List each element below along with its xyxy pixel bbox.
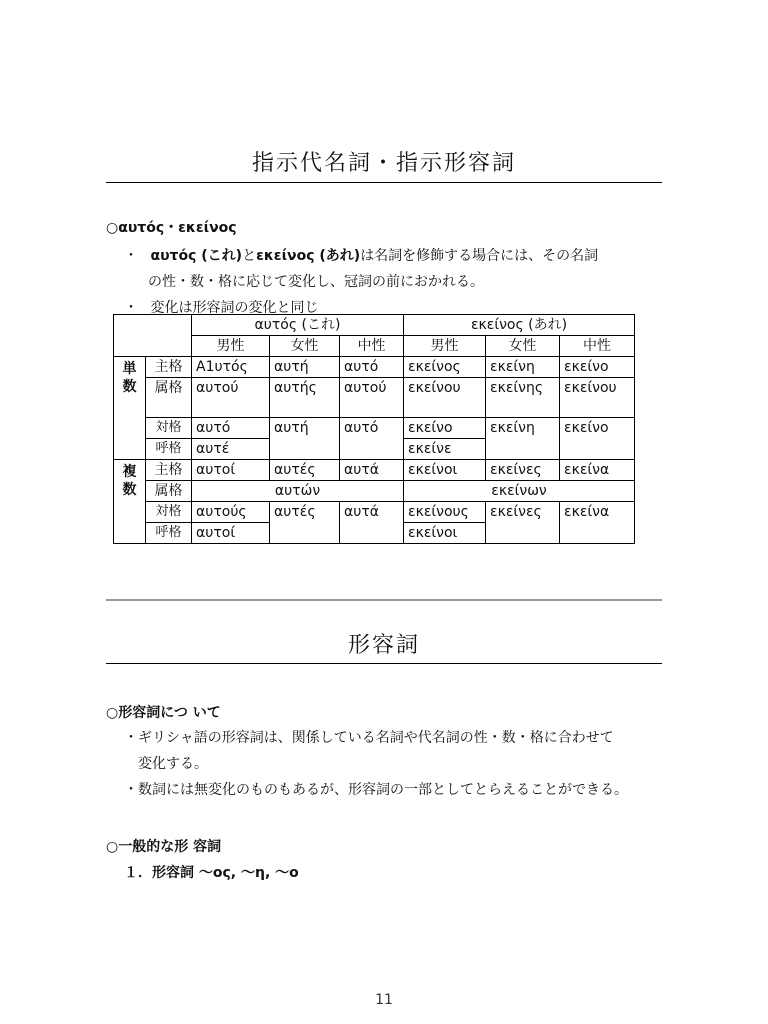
table-cell: εκείνης bbox=[486, 378, 560, 418]
table-cell: εκείνο bbox=[404, 418, 486, 439]
table-cell: αυτοί bbox=[192, 523, 270, 544]
case-label: 属格 bbox=[146, 481, 192, 502]
bullet-text: は名詞を修飾する場合には、その名詞 bbox=[360, 248, 599, 264]
bullet-2 bbox=[124, 295, 318, 313]
table-cell: αυτή bbox=[270, 418, 340, 460]
table-row bbox=[114, 378, 635, 418]
bullet-1: ・ギリシャ語の形容詞は、関係している名詞や代名詞の性・数・格に合わせて bbox=[124, 730, 614, 746]
table-row bbox=[114, 481, 635, 502]
bullet-mark: ・ bbox=[124, 248, 138, 264]
col-header-ekeinos: εκείνος (あれ) bbox=[404, 315, 635, 336]
case-label: 呼格 bbox=[146, 523, 192, 544]
gender-header: 中性 bbox=[340, 336, 404, 357]
table-cell: εκείνα bbox=[560, 460, 635, 481]
table-cell: Α1υτός bbox=[192, 357, 270, 378]
table-gender-row bbox=[114, 336, 635, 357]
table-cell: εκείνα bbox=[560, 502, 635, 544]
table-cell: εκείνη bbox=[486, 418, 560, 460]
page-number: 11 bbox=[375, 992, 393, 1008]
table-cell: εκείνων bbox=[404, 481, 635, 502]
section-subheading: ○形容詞につ いて bbox=[106, 705, 221, 721]
table-row bbox=[114, 502, 635, 523]
table-cell: αυτές bbox=[270, 460, 340, 481]
case-label: 対格 bbox=[146, 418, 192, 439]
table-cell: εκείνου bbox=[560, 378, 635, 418]
bullet-1 bbox=[124, 243, 598, 269]
bullet-text: と bbox=[242, 248, 257, 264]
table-cell: αυτό bbox=[340, 418, 404, 460]
case-label: 属格 bbox=[146, 378, 192, 418]
bold-autos: αυτός (これ) bbox=[150, 248, 243, 264]
section-subheading: ○αυτός・εκείνος bbox=[106, 220, 237, 236]
table-cell: αυτών bbox=[192, 481, 404, 502]
page-title: 指示代名詞・指示形容詞 bbox=[251, 151, 516, 176]
table-cell: εκείνη bbox=[486, 357, 560, 378]
table-row bbox=[114, 460, 635, 481]
bullet-2: ・数詞には無変化のものもあるが、形容詞の一部としてとらえることができる。 bbox=[124, 782, 628, 798]
table-cell: εκείνε bbox=[404, 439, 486, 460]
table-cell: εκείνοι bbox=[404, 460, 486, 481]
table-cell: αυτές bbox=[270, 502, 340, 544]
table-cell: αυτού bbox=[192, 378, 270, 418]
table-header-row bbox=[114, 315, 635, 336]
case-label: 主格 bbox=[146, 357, 192, 378]
table-cell: αυτέ bbox=[192, 439, 270, 460]
case-label: 呼格 bbox=[146, 439, 192, 460]
table-cell: αυτά bbox=[340, 502, 404, 544]
case-label: 主格 bbox=[146, 460, 192, 481]
table-row bbox=[114, 418, 635, 439]
gender-header: 中性 bbox=[560, 336, 635, 357]
table-cell: εκείνος bbox=[404, 357, 486, 378]
gender-header: 男性 bbox=[404, 336, 486, 357]
col-header-autos: αυτός (これ) bbox=[192, 315, 404, 336]
table-cell: αυτά bbox=[340, 460, 404, 481]
table-cell: αυτούς bbox=[192, 502, 270, 523]
section-title: 形容詞 bbox=[347, 633, 420, 658]
title-underline bbox=[106, 182, 662, 183]
declension-table bbox=[113, 314, 635, 544]
case-label: 対格 bbox=[146, 502, 192, 523]
numbered-item: １．形容詞 ～ος, ～η, ～ο bbox=[124, 865, 299, 881]
gender-header: 男性 bbox=[192, 336, 270, 357]
table-cell: εκείνες bbox=[486, 502, 560, 544]
table-cell: εκείνες bbox=[486, 460, 560, 481]
table-cell: εκείνο bbox=[560, 418, 635, 460]
number-label-singular: 単数 bbox=[114, 357, 146, 460]
bold-ekeinos: εκείνος (あれ) bbox=[256, 248, 361, 264]
gender-header: 女性 bbox=[486, 336, 560, 357]
table-row bbox=[114, 357, 635, 378]
bullet-mark: ・ bbox=[124, 300, 138, 313]
table-cell: αυτό bbox=[340, 357, 404, 378]
title-underline bbox=[106, 663, 662, 664]
table-cell: αυτή bbox=[270, 357, 340, 378]
section-subheading: ○一般的な形 容詞 bbox=[106, 839, 222, 855]
table-cell: αυτής bbox=[270, 378, 340, 418]
section-divider bbox=[106, 599, 662, 601]
bullet-1-line2: 変化する。 bbox=[138, 756, 208, 772]
table-cell: αυτό bbox=[192, 418, 270, 439]
gender-header: 女性 bbox=[270, 336, 340, 357]
table-cell: αυτού bbox=[340, 378, 404, 418]
table-cell: εκείνου bbox=[404, 378, 486, 418]
table-cell: εκείνο bbox=[560, 357, 635, 378]
number-label-plural: 複数 bbox=[114, 460, 146, 544]
bullet-text: 変化は形容詞の変化と同じ bbox=[150, 300, 319, 313]
table-cell: εκείνους bbox=[404, 502, 486, 523]
table-corner bbox=[114, 315, 192, 357]
table-cell: αυτοί bbox=[192, 460, 270, 481]
bullet-1-line2: の性・数・格に応じて変化し、冠詞の前におかれる。 bbox=[148, 274, 484, 290]
table-cell: εκείνοι bbox=[404, 523, 486, 544]
